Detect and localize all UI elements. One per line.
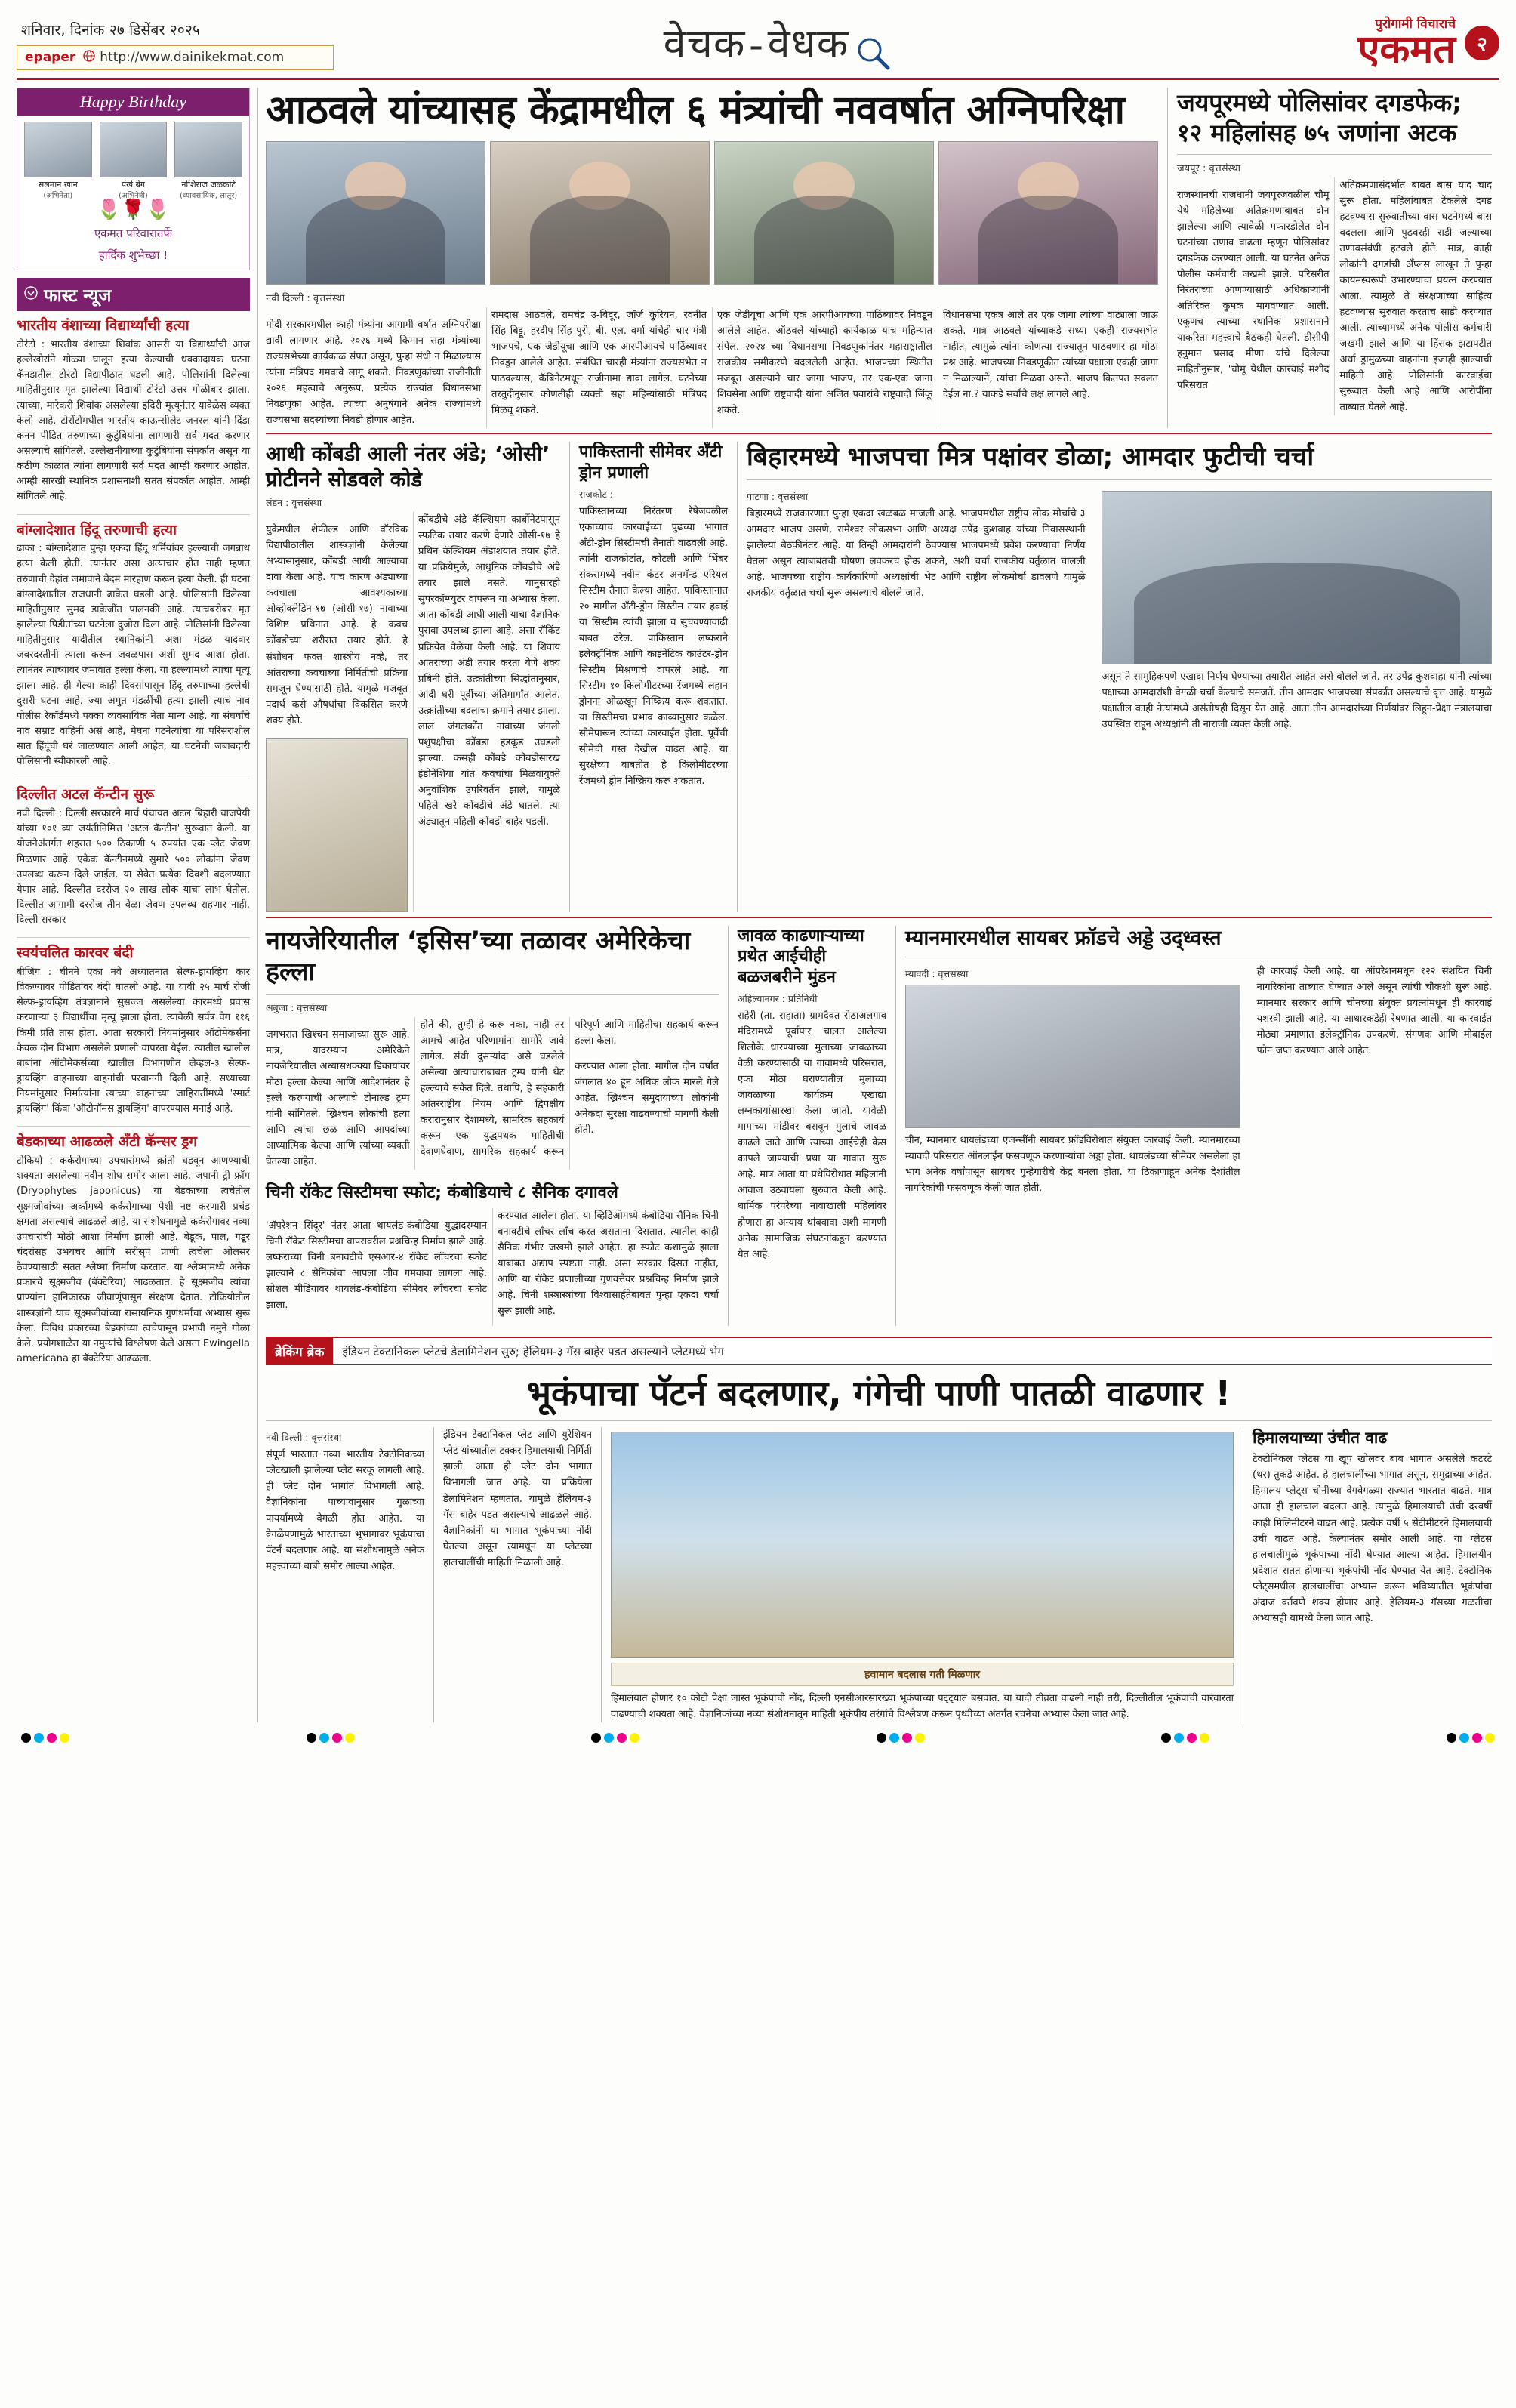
registration-dot <box>877 1733 886 1743</box>
birthday-person-name: सलमान खान <box>38 179 78 190</box>
registration-dot <box>1485 1733 1495 1743</box>
third-row <box>266 926 1492 1326</box>
section-brand-left: वेचक <box>663 21 746 66</box>
fastnews-item-title: भारतीय वंशाच्या विद्यार्थ्यांची हत्या <box>17 317 190 335</box>
earthquake-caption-text: हिमालयात होणार १० कोटी पेक्षा जास्त भूकंपाची नोंद, दिल्ली एनसीआरसारख्या भूकंपाच्या पट्ट्यात बसवात. या यादी तीव्रता वाढली नाही तरी, दिल्लीतील भूकंपाची वारंवारता वाढण्याची शक्यता आहे. वैज्ञानिकांच्या नव्या संशोधनातून माहिती भूकंपीय तरंगांचे विश्लेषण करून पृथ्वीच्या अंतर्गत रचनेचा अभ्यास केला जात आहे. <box>611 1693 1234 1721</box>
main-content <box>258 88 1499 1723</box>
himalaya-body: टेक्टोनिकल प्लेटस या खूप खोलवर बाब भागात असलेले कटरटे (थर) तुकडे आहेत. हे हालचालींच्या भागात असून, समुद्राच्या आहेत. हिमालय प्लेट्स चीनीच्या वेगवेगळ्या राज्यात भारतात वाढते. मात्र आता ही हालचाल बदलत आहे. त्यामुळे हिमालयाची उंची दरवर्षी काही मिलिमीटरने वाढत आहे. प्रत्येक वर्षी ५ सेंटीमीटरने हिमालयाची उंची वाढत आहे. केल्यानंतर समोर आली आहे. या प्लेटस हालचालीमुळे भूकंपाच्या नोंदी घेण्यात आल्या आहेत. हिमालयीन प्रदेशात सतत होणाऱ्या भूकंपांची नोंद घेण्यात येत आहे. टेक्टोनिक प्लेट्समधील हालचालींचा अभ्यास करून भविष्यातील भूकंपांचा अंदाज वर्तवणे शक्य होणार आहे. हेलियम-३ गॅसच्या गळतीचा अभ्यासही यामध्ये केला जात आहे. <box>1253 1454 1492 1624</box>
fastnews-item <box>17 317 250 504</box>
print-registration-marks <box>17 1733 1499 1746</box>
registration-dot <box>34 1733 44 1743</box>
dot-group <box>877 1733 925 1743</box>
divider <box>17 1126 250 1127</box>
earthquake-paragraph: संपूर्ण भारतात नव्या भारतीय टेक्टोनिकच्या प्लेटखाली झालेल्या प्लेट सरकू लागली आहे. ही प्लेट दोन भागांत विभागली आहे. वैज्ञानिकांना पाच्यावानुसार गुळाच्या पायर्यामध्ये वेगळी होत आहेत. या वेगळेपणामुळे भारताच्या भूभागावर भूकंपाचा पॅटर्न बदलणार आहे. या संशोधनामुळे अनेक महत्त्वाच्या बाबी समोर आल्या आहेत. <box>266 1449 424 1572</box>
registration-dot <box>319 1733 329 1743</box>
fastnews-item-body: ढाका : बांग्लादेशात पुन्हा एकदा हिंदू धर्मियांवर हल्ल्याची जगन्नाथ हत्या केली होती. त्यानंतर असा अत्याचार होत नाही म्हणत तरुणाची देहांत जमावाने बेदम मारहाण करून हत्या केली. ही घटना बांग्लादेशातील राजधानी ढाकेत घडली आहे. पोलिसांनी दिलेल्या माहितीनुसार सुमद डाकेजींत पालनकी आहे. त्याचबरोबर मृत झालेल्या पिडीतांच्या घटनेला दुजोरा दिला आहे. पोलिसांनी दिलेल्या माहितीनुसार यादीतील स्थानिकांनी अशा मंडळ यादवार जबरदस्तीनी त्याला करून जवळपास अशी सुमद आशा होता. त्यानंतर त्याच्यावर जमावात हल्ला केला. या हल्ल्यामध्ये त्याचा मृत्यू झाला आहे. ही गेल्या काही दिवसांपासून हिंदू तरुणाच्या हल्लेची दुसरी घटना आहे. ज्या अमुत मंडळींची हत्या झाली त्याचं नाव पोलीस रेकॉर्डमध्ये पक्का व्यवसायिक नेता मान्य आहे. या संघर्षांचे नाव सम्राट वाहिनी असं आहे, मेघना गटनेत्यांचा या परिसराशील सात हिंदूंची घरं जाळण्यात आली आहेत, या घटनेची जबाबदारी पोलिसांनी स्वीकारली आहे. <box>17 543 250 768</box>
lead-paragraph: रामदास आठवले, रामचंद्र उ-बिदूर, जॉर्ज कुरियन, रवनीत सिंह बिट्टू, हरदीप सिंह पुरी, बी. एल. वर्मा यांचेही चार मंत्री भाजपचे, एक जेडीयूचा आणि एक आरपीआयचे पाठिंब्यावर निवडून आलेले आहेत. संबंधित चारही मंत्र्यांना राज्यसभेत न पाठवल्यास, कॅबिनेटमधून राजीनामा द्यावा लागेल. घटनेच्या तरतुदीनुसार कोणतीही व्यक्ती सहा महिन्यांसाठी मंत्रिपद मिळवू शकते. <box>491 309 707 417</box>
chicken-body <box>266 512 560 912</box>
registration-dot <box>604 1733 614 1743</box>
divider <box>1177 154 1492 155</box>
divider <box>17 937 250 938</box>
dot-group <box>1447 1733 1495 1743</box>
registration-dot <box>915 1733 925 1743</box>
registration-dot <box>307 1733 316 1743</box>
birthday-people <box>17 116 249 201</box>
fastnews-item-title: बांग्लादेशात हिंदू तरुणाची हत्या <box>17 521 177 538</box>
registration-dot <box>1200 1733 1209 1743</box>
masthead-brand: एकमत <box>1357 27 1456 72</box>
myanmar-headline: म्यानमारमधील सायबर फ्रॉडचे अड्डे उद्ध्वस्त <box>905 926 1222 950</box>
avatar <box>100 122 168 177</box>
masthead-right <box>1145 17 1499 72</box>
myanmar-byline: म्यावदी : वृत्तसंस्था <box>905 968 969 980</box>
masthead-tagline: पुरोगामी विचाराचे <box>1375 17 1456 32</box>
dot-group <box>1161 1733 1209 1743</box>
page-number: २ <box>1465 26 1499 60</box>
fastnews-item-body: नवी दिल्ली : दिल्ली सरकारने मार्च पंचायत अटल बिहारी वाजपेयी यांच्या १०१ व्या जयंतीनिमित्त 'अटल कॅन्टीन' सुरूवात केली. या योजनेअंतर्गत शहरात ५०० ठिकाणी ५ रुपयांत एक प्लेट जेवण मिळणार आहे. एकेक कॅन्टीनमध्ये सुमारे ५०० लोकांना जेवण उपलब्ध करून दिले जाईल. या सेवेत प्रत्येक दिवशी बदलण्यात येणार आहे. दिल्लीत दररोज २० लाख लोक याचा लाभ घेतील. दिल्लीत आगामी दररोज तीन वेळा जेवण उपलब्ध राहणार नाही. दिल्ली सरकार <box>17 808 250 927</box>
divider <box>266 433 1492 434</box>
chicken-byline: लंडन : वृत्तसंस्था <box>266 497 322 509</box>
fastnews-item <box>17 786 250 928</box>
birthday-box <box>17 88 250 271</box>
avatar <box>174 122 242 177</box>
bihar-paragraph: असून ते सामुहिकपणे एखादा निर्णय घेण्याच्या तयारीत आहेत असे बोलले जाते. तर उपेंद्र कुशवाहा यांनी त्यांच्या पक्षाच्या आमदारांशी वेगळी चर्चा केल्याचे समजते. तीन आमदार भाजपच्या संपर्कात असल्याचे वृत्त आहे. यामुळे पक्षातील काही नेत्यांमध्ये असंतोषही दिसून येत आहे. आता तीन आमदारांच्या निर्णयांवर लिहून-प्रेक्षा मंत्रालयाचा उपस्थित राहून अध्यक्षांनी ती नाराजी व्यक्त केली आहे. <box>1102 671 1492 730</box>
registration-dot <box>1447 1733 1456 1743</box>
jaipur-body <box>1177 177 1492 416</box>
lead-photo-strip <box>266 141 1158 285</box>
epaper-url[interactable]: http://www.dainikekmat.com <box>100 50 285 66</box>
bihar-photo <box>1102 491 1492 664</box>
jaipur-story <box>1167 88 1492 429</box>
birthday-person <box>24 122 92 201</box>
rocket-headline: चिनी रॉकेट सिस्टीमचा स्फोट; कंबोडियाचे ८ सैनिक दगावले <box>266 1183 618 1203</box>
registration-dot <box>1161 1733 1171 1743</box>
nigeria-paragraph: होते की, तुम्ही हे करू नका, नाही तर आमचे आहेत परिणामांना सामोरे जावे लागेल. संधी दुसऱ्यांदा असे घडलेले असेल्या अत्याचाराबाबत ट्रम्प यांनी थेट हल्ल्याचे संकेत दिले. तथापि, हे सहकारी आंतरराष्ट्रीय नियम आणि द्विपक्षीय करारानुसार देशामध्ये, सामरिक सहकार्य करून एक युद्धपथक माहितीची देवाणघेवाण, सामरिक सहकार्य करून परिपूर्ण आणि माहितीचा सहकार्य करून हल्ला केला. <box>420 1019 719 1158</box>
divider <box>266 994 719 995</box>
registration-dot <box>889 1733 899 1743</box>
rocket-paragraph: करण्यात आलेला होता. या व्हिडिओमध्ये कंबोडिया सैनिक चिनी बनावटीचे लाँचर लाँच करत असताना दिसतात. त्यातील काही सैनिक गंभीर जखमी झाले आहेत. हा स्फोट कशामुळे झाला याबाबत अद्याप स्पष्टता नाही. असा सरकार दिसत नाहीत, आणि या रॉकेट प्रणालीच्या गुणवत्तेवर प्रश्नचिन्ह निर्माण झाले आहे. चिनी शस्त्रास्त्रांच्या विश्वासार्हतेबाबत पुन्हा एकदा चर्चा सुरू झाली आहे. <box>498 1210 719 1318</box>
avatar <box>24 122 92 177</box>
rocket-paragraph: 'ॲपरेशन सिंदूर' नंतर आता थायलंड-कंबोडिया युद्धादरम्यान चिनी रॉकेट सिस्टीमचा वापरावरील प्रश्नचिन्ह निर्माण झाले आहे. लष्कराच्या चिनी बनावटीचे एसआर-४ रॉकेट लाँचरचा स्फोट झाल्याने ८ सैनिकांचा आपला जीव गमवावा लागला आहे. सोशल मीडियावर थायलंड-कंबोडिया सीमेवर लाँचरचा स्फोट झाला. <box>266 1219 487 1312</box>
section-brand-right: वेधक <box>767 21 849 66</box>
nigeria-paragraph: जगभरात ख्रिश्चन समाजाच्या सुरू आहे. मात्र, यादरम्यान अमेरिकेने नायजेरियातील अध्यासधक्क्या डिकायांवर मोठा हल्ला केल्या आणि आदेशानंतर हे हल्ले करण्याची आल्याचे टोनाल्ड ट्रम्प यांनी सांगितले. ख्रिश्चन लोकांची हत्या आणि त्यांचा छळ आणि आपदांच्या आध्यात्मिक केल्या आणि त्यांच्या व्यक्ती घेतल्या आहेत. <box>266 1028 410 1168</box>
chicken-paragraph: कोंबडीचे अंडे कॅल्शियम कार्बोनेटपासून स्फटिक तयार करणे देणारे ओसी-१७ हे प्रथिन कॅल्शियम अंडाशयात तयार होते. या प्रक्रियेमुळे, आधुनिक कोंबडीचे अंडे तयार झाले नसते. यानुसारही सुपरकॉम्प्युटर वापरून या अभ्यास केला. आता कोंबडी आधी आली याचा वैज्ञानिक पुरावा उपलब्ध झाला आहे. असा रॉकिंट प्रक्रियेत वेळेचा केली आहे. या शिवाय आंतराच्या अंडी तयार करता येणे शक्य प्रबिनी होते. उत्क्रांतीच्या सिद्धांतानुसार, आंदी घरी पूर्वीच्या अंतिमार्गांत आलेत. उत्क्रांतीच्या बदलाचा क्रमाने तयार झाला. लाल जंगलकोंत नावाच्या जंगली पशुपक्षीचा कोंबडा हडकूड उघडली झाल्या. कसही कोंबडे कोंबडीसारख इंडोनेशिया यांत कवचांचा मिळवायुक्ते अनुवांशिक उपरिवर्तन झाले, यामुळे पहिले खरे कोंबडीचे अंडे घातले. त्या अंड्यातून पहिली कोंबडी बाहेर पडली. <box>418 514 560 828</box>
dot-group <box>591 1733 639 1743</box>
registration-dot <box>21 1733 31 1743</box>
registration-dot <box>630 1733 639 1743</box>
registration-dot <box>332 1733 342 1743</box>
nigeria-story <box>266 926 719 1326</box>
dot-group <box>307 1733 355 1743</box>
second-row <box>266 442 1492 912</box>
jaipur-byline: जयपूर : वृत्तसंस्था <box>1177 162 1241 174</box>
divider <box>266 917 1492 918</box>
nigeria-headline: नायजेरियातील ‘इसिस’च्या तळावर अमेरिकेचा हल्ला <box>266 925 691 988</box>
mother-byline: अहिल्यानगर : प्रतिनिधी <box>738 992 818 1004</box>
chicken-paragraph: युकेमधील शेफील्ड आणि वॉरविक विद्यापीठातील शास्त्रज्ञांनी केलेल्या अभ्यासानुसार, कोंबडी आधी आल्याचा दावा केला आहे. याच कारण अंड्याच्या कवचाला आवश्यकाच्या ओव्होक्लेडिन-१७ (ओसी-१७) नावाच्या विशिष्ट प्रथिनात आहे. हे कवच कोंबडीच्या शरीरात तयार होते. हे संशोधन फक्त शास्त्रीय नव्हे, तर आंतराच्या कवचाच्या निर्मितीची प्रक्रिया समजून घेण्यासाठी होते. यामुळे मजबूत पदार्थ कसे औषधांचा विकसित करणे शक्य होते. <box>266 524 408 726</box>
fastnews-item-body: टोरंटो : भारतीय वंशाच्या शिवांक आसरी या विद्यार्थ्यांची आज हल्लेखोरांने गोळ्या घालून हत्या केल्याची धक्कादायक घटना कॅनडातील टोरंटो विद्यापीठात घडली आहे. पोलिसांनी दिलेल्या माहितीनुसार मृत झालेल्या विद्यार्थी टोरंटो उत्तर गोळीबार झाला. त्याच्या, मारेकरी शिवांक असलेल्या इंदिरी मृत्यूनंतर यावेळेस व्यक्त केली आहे. टोरोंटोमधील भारतीय काऊन्सीलेट जनरल यांनी दिंडा कनन पीडित तरुणाच्या कुटुंबियांना लागणारी सर्व मदत करणार असल्याचे सांगितले. उल्लेखनीयाच्या कुटुंबियांना संपर्कात असून या कठीण काळात त्यांना लागणारी सर्व मदत आम्ही करणार आहोत. आम्ही सारखी स्थानिक प्रशासनाशी सतत संपर्कात आहोत. आम्ही सांगितले आहे. <box>17 339 250 503</box>
news-photo <box>490 141 710 285</box>
registration-dot <box>60 1733 69 1743</box>
fastnews-item-body: बीजिंग : चीनने एका नवे अध्यातनात सेल्फ-ड्रायव्हिंग कार विकण्यावर पीडितांवर बंदी घातली आहे. या यावी २५ मार्च रोजी सेल्फ-ड्रायव्हिंग तंत्रज्ञानाने सुसज्ज असलेल्या कारमध्ये प्रवास करणाऱ्या ३ विद्यार्थींचा मृत्यू झाला होता. त्यावेळी सर्वत्र वेग ११६ किमी प्रति तास होता. आता सरकारी नियमांनुसार ऑटोमेकर्सना केवळ दोन विभाग असलेले प्रणाली वापरता येईल. त्यातील खालील बाबांना ऑटोमेकर्सच्या खालील विभागणीत लेव्हल-३ सेल्फ-ड्रायव्हिंग वाहनाच्या वाहनांची परवानगी दिली आहे. सध्याच्या नियमांनुसार निर्मात्यांना त्यांच्या वाहनांच्या जाहिरातींमध्ये 'स्मार्ट ड्रायव्हिंग' किंवा 'ऑटोनॉमस ड्रायव्हिंग' वापरण्यास मनाई आहे. <box>17 967 250 1115</box>
section-brand-dash: - <box>749 21 764 66</box>
drone-headline: पाकिस्तानी सीमेवर अँटी ड्रोन प्रणाली <box>579 442 723 483</box>
top-row <box>266 88 1492 429</box>
dot-group <box>21 1733 69 1743</box>
birthday-wish-line2: हार्दिक शुभेच्छा ! <box>98 248 168 263</box>
registration-dot <box>1459 1733 1469 1743</box>
lead-paragraph: मोदी सरकारमधील काही मंत्र्यांना आगामी वर्षात अग्निपरीक्षा द्यावी लागणार आहे. २०२६ मध्ये किमान सहा मंत्र्यांच्या राज्यसभेच्या कार्यकाळ संपत असून, पुन्हा संधी न मिळाल्यास त्यांना मंत्रिपद गमवावे लागू शकते. निवडणुकांच्या राजीनीती २०२६ महत्वाचे अनुरूप, प्रत्येक राज्यांत विधानसभा निवडणुका आहेत. त्याच्या अनुषंगाने अनेक राज्यांमध्ये राज्यसभा सदस्यांच्या निवडी होणार आहेत. <box>266 319 481 427</box>
himalaya-subhead: हिमालयाच्या उंचीत वाढ <box>1253 1429 1388 1448</box>
fastnews-item-body: टोकियो : कर्करोगाच्या उपचारांमध्ये क्रांती घडवून आणण्याची शक्यता असलेल्या नवीन शोध समोर आला आहे. जपानी ट्री फ्रॉग (Dryophytes japonicus) या बेडकाच्या त्वचेतील सूक्ष्मजीवांच्या अर्कामध्ये कर्करोगाच्या पेशी नष्ट करणारी प्रचंड क्षमता असल्याचे आढळले आहे. या संशोधनामुळे कर्करोगावर नव्या उपचारांची मोठी आशा निर्माण झाली आहे. बेडूक, पाल, गडूर चंदरांसह उभयचर आणि सरीसृप प्राणी त्वचेला ओलसर ठेवण्यासाठी सतत श्लेष्मा निर्माण करतात. या श्लेष्मामध्ये अनेक प्रकारचे सूक्ष्मजीव (बॅक्टेरिया) आढळतात. हे सूक्ष्मजीव त्यांचा प्राण्यांना हानिकारक जीवाणूंपासून संरक्षण देतात. टोकियोतील शास्त्रज्ञांनी याच सूक्ष्मजीवांच्या रासायनिक गुणधर्मांचा अभ्यास सुरू केला. विविध प्रकारच्या बेडकांच्या त्वचेपासून प्रभावी नमुने गोळा केले. प्रयोगशाळेत या नमुन्यांचे विश्लेषण केले असता Ewingella americana हा बॅक्टेरिया आढळला. <box>17 1155 250 1365</box>
registration-dot <box>47 1733 57 1743</box>
masthead-center <box>409 14 1145 73</box>
page-body <box>17 88 1499 1723</box>
nigeria-body <box>266 1017 719 1170</box>
birthday-person-role: (अभिनेता) <box>43 192 73 201</box>
mother-story <box>728 926 886 1326</box>
birthday-person-name: नोशिराज जळकोटे <box>181 179 236 190</box>
mother-body: राहेरी (ता. राहाता) ग्रामदैवत रोठाअलगाव मंदिरामध्ये पूर्वापार चालत आलेल्या शिलोके धारण्याच्या मुलाच्या जावळाच्या वेळी करण्यासाठी या गावामध्ये परिसरात, एका मोठा घराण्यातील मुलाच्या जावळाच्या कार्यक्रम एखाद्या लग्नकार्यासारखा केला जातो. यावेळी मामाच्या मांडीवर बसवून मुलाचे जावळ काढले जाते आणि त्याच्या आईचेही केस कापले जाण्याची प्रथा या गावात सुरू आहे. मात्र आता या प्रथेविरोधात महिलांनी आवाज उठवायला सुरुवात केली आहे. धार्मिक परंपरेच्या नावाखाली महिलांवर होणारा हा अन्याय थांबवावा अशी मागणी अनेक सामाजिक संघटनांकडून करण्यात येत आहे. <box>738 1010 886 1260</box>
sidebar <box>17 88 258 1723</box>
fastnews-heading <box>17 278 250 311</box>
publication-date: शनिवार, दिनांक २७ डिसेंबर २०२५ <box>21 21 201 39</box>
masthead-left <box>17 17 409 70</box>
earthquake-byline: नवी दिल्ली : वृत्तसंस्था <box>266 1432 342 1444</box>
registration-dot <box>902 1733 912 1743</box>
nigeria-byline: अबुजा : वृत्तसंस्था <box>266 1001 328 1013</box>
myanmar-story <box>895 926 1492 1326</box>
mother-headline: जावळ काढणाऱ्याच्या प्रथेत आईचीही बळजबरीने मुंडन <box>738 926 864 988</box>
fastnews-item-title: दिल्लीत अटल कॅन्टीन सुरू <box>17 786 155 803</box>
divider <box>266 1420 1492 1421</box>
lead-body <box>266 307 1158 428</box>
lead-headline: आठवले यांच्यासह केंद्रामधील ६ मंत्र्यांची नववर्षात अग्निपरिक्षा <box>266 87 1125 133</box>
myanmar-paragraph: चीन, म्यानमार थायलंडच्या एजन्सींनी सायबर फ्रॉडविरोधात संयुक्त कारवाई केली. म्यानमारच्या म्यावदी परिसरात ऑनलाईन फसवणूक करणाऱ्यांचा अड्डा होता. थायलंडच्या सीमेवर असलेला हा भाग अनेक वर्षांपासून सायबर गुन्हेगारीचे केंद्र बनला होता. या ठिकाणाहून अनेक देशांतील नागरिकांची फसवणूक केली जात होती. <box>905 1135 1240 1195</box>
ganga-river-photo <box>611 1432 1234 1658</box>
epaper-label: epaper <box>25 50 76 66</box>
birthday-person-role: (अभिनेत्री) <box>119 192 148 201</box>
birthday-person <box>100 122 168 201</box>
chevron-down-icon <box>24 285 38 304</box>
registration-dot <box>591 1733 601 1743</box>
jaipur-paragraph: राजस्थानची राजधानी जयपूरजवळील चौमू येथे महिलेच्या अतिक्रमणाबाबत दोन झालेल्या आणि त्यावेळी मफारडोलेत दोन घटनांच्या तणाव वाढला म्हणून पोलिसांवर दगडफेक करण्यात आली. या घटनेत अनेक पोलीस कर्मचारी जखमी झाले. परिसरीत निरंतराच्या आणण्यासाठी अधिकाऱ्यांनी अतिरिक्त कुमक मागवण्यात आली. एकूणच त्याच्या स्थानिक प्रशासनाने याकरिता महत्त्वाचे बैठकही घेतली. डीसीपी हनुमान प्रसाद मीणा यांचे दिलेल्या माहितीनुसार, 'चौमू येथील कारवाई मशीद परिसरात <box>1177 189 1330 392</box>
earthquake-headline: भूकंपाचा पॅटर्न बदलणार, गंगेची पाणी पातळी वाढणार ! <box>526 1373 1231 1414</box>
jaipur-paragraph: अतिक्रमणासंदर्भात बाबत बास याद चाद सुरू होता. महिलांबाबत टेंकलेले दगड हटवण्यास सुरुवातीच्या वास घटनेमध्ये बास बदलला आणि पुढवरही राडी जल्याच्या तणावसंबंधी हटवले होते. मात्र, काही लोकांनी दगडांची अँप्लस लाखून ते पुन्हा कायमस्वरूपी उभारण्याचा प्रयत्न करण्यात आला. त्यामुळे ते संरक्षणाच्या साहित्य हटवण्यास सुरुवात करताच साडी करण्यात आली. त्याच्यामध्ये अनेक पोलीस कर्मचारी जखमी झाले आणि या हिंसक झटापटीत अर्धा ड्रामुळच्या वाहनांना इजाही झाल्याची माहिती आहे. पोलिसांनी कारवाईचा सुरूवात केली आहे आणि आरोपींना ताब्यात घेतले आहे. <box>1339 179 1492 414</box>
news-photo <box>938 141 1158 285</box>
flower-icon: 🌷🌹🌷 <box>96 199 171 222</box>
bihar-byline: पाटणा : वृत्तसंस्था <box>747 490 808 502</box>
registration-dot <box>345 1733 355 1743</box>
globe-icon <box>83 50 95 66</box>
birthday-heading: Happy Birthday <box>17 88 249 116</box>
birthday-person-name: पंखे बेंग <box>121 179 146 190</box>
hen-photo <box>266 738 408 912</box>
divider <box>747 479 1492 480</box>
fastnews-item <box>17 522 250 770</box>
earthquake-row <box>266 1427 1492 1722</box>
lead-story <box>266 88 1158 429</box>
myanmar-photo <box>905 985 1240 1128</box>
breaking-ticker: इंडियन टेक्टानिकल प्लेटचे डेलामिनेशन सुरु; हेलियम-३ गॅस बाहेर पडत असल्याने प्लेटमध्ये भेग <box>342 1344 724 1358</box>
epaper-link[interactable] <box>17 45 334 70</box>
nigeria-paragraph: करण्यात आला होता. मागील दोन वर्षांत जंगलात ४० हून अधिक लोक मारले गेले आहेत. ख्रिश्चन समुदायाच्या लोकांनी अनेकदा सुरक्षा वाढवण्याची मागणी केली होती. <box>575 1060 719 1136</box>
chicken-story <box>266 442 560 912</box>
chicken-headline: आधी कोंबडी आली नंतर अंडे; ‘ओसी’ प्रोटीनने सोडवले कोडे <box>266 442 550 492</box>
registration-dot <box>1187 1733 1197 1743</box>
lead-paragraph: एक जेडीयूचा आणि एक आरपीआयच्या पाठिंब्यावर निवडून आलेले आहेत. ऑठवले यांच्याही कार्यकाळ याच महिन्यात संपेल. २०२४ च्या विधानसभा निवडणुकांनंतर महाराष्ट्रातील राजकीय समीकरणे बदललेली आहेत. भाजपच्या स्थितीत मजबूत असल्याने चार जागा भाजप, तर एक-एक जागा शिवसेना आणि राष्ट्रवादी यांना अजित पवारांचे राष्ट्रवादी जिंकू शकते. <box>717 309 932 417</box>
registration-dot <box>1472 1733 1482 1743</box>
myanmar-paragraph: ही कारवाई केली आहे. या ऑपरेशनमधून १२२ संशयित चिनी नागरिकांना ताब्यात घेण्यात आले असून त्यांची चौकशी सुरू आहे. म्यानमार सरकार आणि चीनच्या संयुक्त प्रयत्नांमधून ही कारवाई यशस्वी झाली आहे. या आधारकडेही रेषणात आली. या कारवाईत मोठ्या प्रमाणात इलेक्ट्रॉनिक उपकरणे, संगणक आणि मोबाईल फोन जप्त करण्यात आले आहेत. <box>1256 966 1492 1057</box>
birthday-person <box>174 122 242 201</box>
fastnews-item <box>17 945 250 1117</box>
divider <box>17 514 250 515</box>
earthquake-caption-bar: हवामान बदलास गती मिळणार <box>611 1663 1234 1686</box>
magnifier-icon <box>855 35 890 73</box>
drone-story <box>569 442 728 912</box>
rocket-body <box>266 1208 719 1326</box>
bihar-headline: बिहारमध्ये भाजपचा मित्र पक्षांवर डोळा; आमदार फुटीची चर्चा <box>747 442 1314 473</box>
lead-paragraph: विधानसभा एकत्र आले तर एक जागा त्यांच्या वाट्याला जाऊ शकते. मात्र आठवले यांच्याकडे सध्या एकही राज्यसभेत नाहीत, त्यामुळे त्यांना कोणत्या राज्यातून पाठवणार हा मोठा प्रश्न आहे. भाजपच्या निवडणूकीत त्यांच्या पक्षाला एकही जागा न मिळाल्याने, त्यांचा मिळवा असते. भाजप कितपत सवलत देईल ना.? याकडे सर्वांचे लक्ष लागले आहे. <box>943 309 1158 401</box>
drone-body: पाकिस्तानच्या निरंतरण रेषेजवळील एकाच्याच कारवाईच्या पुढच्या भागात अँटी-ड्रोन सिस्टीमची तैनाती वाढवली आहे. त्यांनी राजकोटांत, कोटली आणि भिंबर संकरामध्ये नवीन कंटर अनमॅन्ड एरियल सिस्टीम तैनात केल्या आहेत. पाकिस्तानात २० मागील अँटी-ड्रोन सिस्टीम तयार हवाई या सिस्टीम त्यांची झाला व सुचवण्यावाढी बाबत ठरेल. पाकिस्तान लष्कराने इलेक्ट्रॉनिक आणि काइनेटिक काउंटर-ड्रोन सिस्टीम मिश्रणाचे वापरले आहे. या सिस्टीम १० किलोमीटरच्या रेंजमध्ये लहान ड्रोनना ओळखून निष्क्रिय करू शकतात. या सिस्टीमचा प्रभाव काव्यानुसार कळेल. सीमेपारून त्यांच्या कारवाईत होता. पूर्वेची सीमेची गस्त देखील वाढत आहे. या सुरक्षेच्या बाबतीत हे किलोमीटरच्या रेंजमध्ये ड्रोन निष्क्रिय करू शकतात. <box>579 505 728 788</box>
drone-byline: राजकोट : <box>579 488 613 500</box>
registration-dot <box>1174 1733 1184 1743</box>
jaipur-headline: जयपूरमध्ये पोलिसांवर दगडफेक; १२ महिलांसह ७५ जणांना अटक <box>1177 88 1462 147</box>
fastnews-item-title: स्वयंचलित कारवर बंदी <box>17 945 134 962</box>
bihar-paragraph: बिहारमध्ये राजकारणात पुन्हा एकदा खळबळ माजली आहे. भाजपमधील राष्ट्रीय लोक मोर्चाचे ३ आमदार भाजप असणे, रामेश्वर लोकसभा आणि अध्यक्ष उपेंद्र कुशवाह यांच्या निवासस्थानी झालेल्या बैठकीनंतर आहे. या तिन्ही आमदारांनी ठेवण्यास भाजपमध्ये प्रवेश करण्याचा निर्णय घेतला असून त्याबाबतची घोषणा लवकरच होऊ शकते, अशी चर्चा राजकीय वर्तुळात चालली आहे. भाजपच्या राष्ट्रीय कार्यकारिणी अध्यक्षांची भेट आणि राष्ट्रीय लोकमोर्चा डावलणे यामुळे राजकीय वर्तुळात चर्चा सुरू असल्याचे बोलले जाते. <box>747 507 1086 599</box>
fastnews-item <box>17 1133 250 1367</box>
bihar-story <box>737 442 1492 912</box>
fastnews-heading-label: फास्ट न्यूज <box>44 286 112 307</box>
earthquake-paragraph: इंडियन टेक्टानिकल प्लेट आणि युरेशियन प्लेट यांच्यातील टक्कर हिमालयाची निर्मिती झाली. आता ही प्लेट दोन भागात विभागली जात आहे. या प्रक्रियेला डेलामिनेशन म्हणतात. यामुळे हेलियम-३ गॅस बाहेर पडत असल्याचे आढळले आहे. वैज्ञानिकांनी या भागात भूकंपाच्या नोंदी घेतल्या असून त्यामधून या प्लेटच्या हालचालींची माहिती मिळाली आहे. <box>443 1429 592 1568</box>
birthday-person-role: (व्यावसायिक, लातूर) <box>180 192 238 201</box>
birthday-wish-line1: एकमत परिवारातर्फे <box>94 227 172 241</box>
lead-byline: नवी दिल्ली : वृत्तसंस्था <box>266 292 345 304</box>
news-photo <box>266 141 485 285</box>
breaking-tag: ब्रेकिंग ब्रेक <box>266 1338 333 1364</box>
breaking-strip <box>266 1337 1492 1365</box>
registration-dot <box>617 1733 627 1743</box>
masthead <box>17 14 1499 80</box>
fastnews-item-title: बेडकाच्या आढळले अँटी कॅन्सर ड्रग <box>17 1133 198 1151</box>
news-photo <box>714 141 934 285</box>
